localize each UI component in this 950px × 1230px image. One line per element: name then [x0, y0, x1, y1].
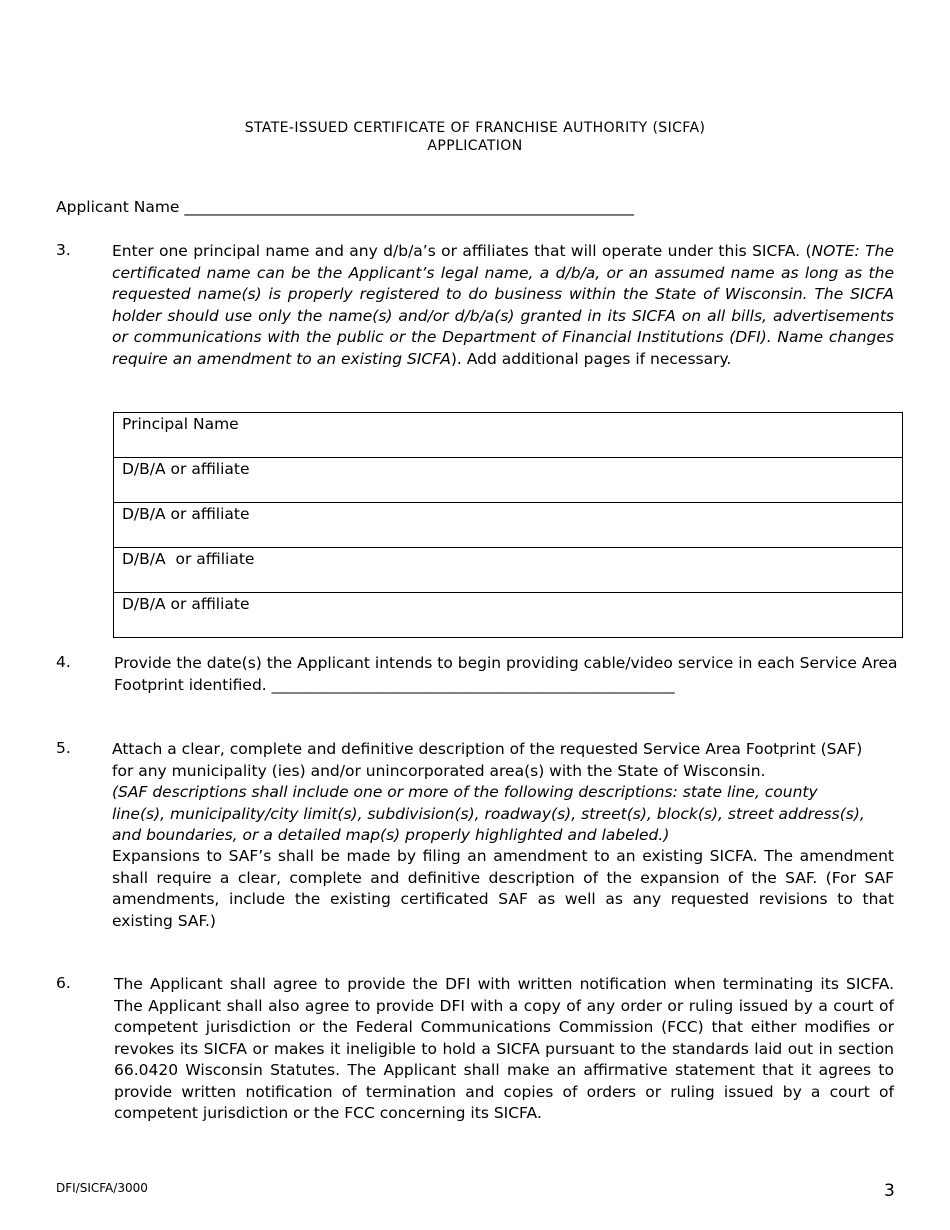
- item4-date-blank[interactable]: ________________________________________________________: [271, 677, 675, 694]
- item3-tail: ). Add additional pages if necessary.: [450, 349, 732, 368]
- item5-italic-note: (SAF descriptions shall include one or more of the following descriptions: state line, county line(s), municipality/city limit(s), subdivision(s), roadway(s), street(s), block(s), street address(s), and boundaries, or a detailed map(s) properly highlighted and labeled.): [112, 783, 865, 844]
- table-row: [114, 458, 903, 503]
- applicant-name-field[interactable]: [56, 198, 634, 216]
- item5-lead: Attach a clear, complete and definitive description of the requested Service Area Footprint (SAF) for any municipality (ies) and/or unincorporated area(s) with the State of Wisconsin.: [112, 740, 863, 780]
- applicant-name-label: Applicant Name: [56, 198, 180, 216]
- principal-name-cell[interactable]: Principal Name: [114, 413, 903, 458]
- form-id: DFI/SICFA/3000: [56, 1181, 148, 1195]
- dba-affiliate-cell-4[interactable]: D/B/A or affiliate: [114, 593, 903, 638]
- dba-affiliate-cell-2[interactable]: D/B/A or affiliate: [114, 503, 903, 548]
- table-row: [114, 548, 903, 593]
- item6-text: The Applicant shall agree to provide the DFI with written notification when terminating its SICFA. The Applicant shall also agree to provide DFI with a copy of any order or ruling issued by a court of competent jurisdiction or the Federal Communications Commission (FCC) that either modifies or revokes its SICFA or makes it ineligible to hold a SICFA pursuant to the standards laid out in section 66.0420 Wisconsin Statutes. The Applicant shall make an affirmative statement that it agrees to provide written notification of termination and copies of orders or ruling issued by a court of competent jurisdiction or the FCC concerning its SICFA.: [114, 975, 894, 1122]
- page-number: 3: [884, 1181, 895, 1201]
- item4-question: Provide the date(s) the Applicant intends to begin providing cable/video service in each Service Area Footprint identified.: [114, 654, 898, 694]
- dba-affiliate-cell-1[interactable]: D/B/A or affiliate: [114, 458, 903, 503]
- item3-number: 3.: [56, 241, 71, 259]
- item5-tail: Expansions to SAF’s shall be made by filing an amendment to an existing SICFA. The amendment shall require a clear, complete and definitive description of the expansion of the SAF. (For SAF amendments, include the existing certificated SAF as well as any requested revisions to that existing SAF.): [112, 847, 894, 930]
- table-row: [114, 413, 903, 458]
- item4-number: 4.: [56, 653, 71, 671]
- item4-text: [114, 653, 898, 697]
- form-title-line1: STATE-ISSUED CERTIFICATE OF FRANCHISE AUTHORITY (SICFA): [244, 120, 706, 136]
- item3-note: NOTE: The certificated name can be the Applicant’s legal name, a d/b/a, or an assumed name as long as the requested name(s) is properly registered to do business within the State of Wisconsin. The SICFA holder should use only the name(s) and/or d/b/a(s) granted in its SICFA on all bills, advertisements or communications with the public or the Department of Financial Institutions (DFI). Name changes require an amendment to an existing SICFA: [112, 242, 894, 368]
- table-row: [114, 593, 903, 638]
- applicant-name-blank[interactable]: __________________________________________________________: [184, 198, 634, 216]
- table-row: [114, 503, 903, 548]
- item6-number: 6.: [56, 974, 71, 992]
- form-title-line2: APPLICATION: [427, 138, 523, 154]
- form-title: [0, 119, 950, 155]
- names-table: [113, 412, 903, 638]
- item5-number: 5.: [56, 739, 71, 757]
- dba-affiliate-cell-3[interactable]: D/B/A or affiliate: [114, 548, 903, 593]
- item3-text: [112, 241, 894, 370]
- item3-lead: Enter one principal name and any d/b/a’s or affiliates that will operate under this SICFA. (: [112, 242, 812, 260]
